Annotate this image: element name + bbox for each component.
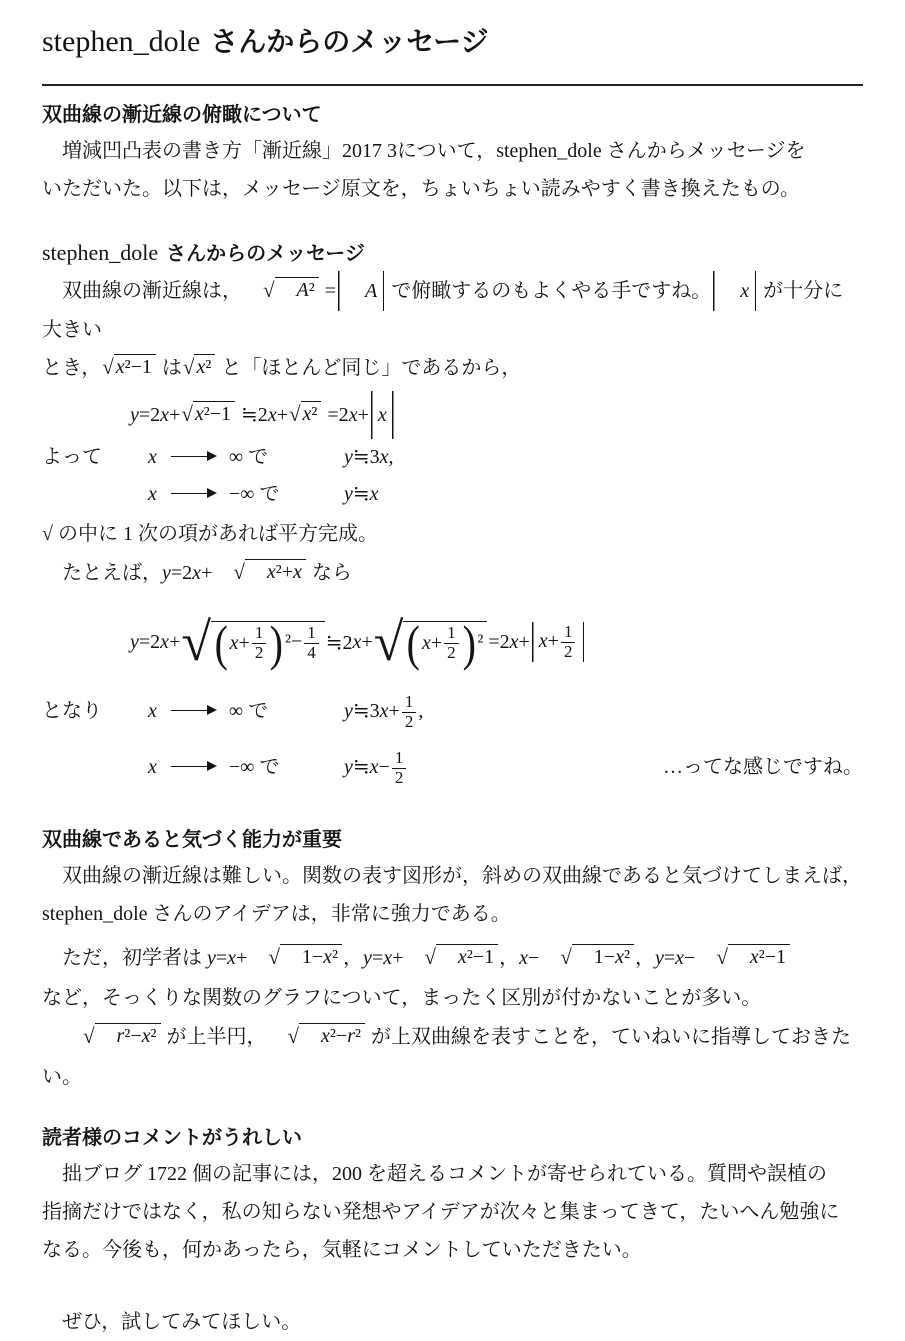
long-right-arrow-icon xyxy=(171,766,215,768)
radicand: ( x + $\frac{1}{2}$ ) ²− $\frac{1}{4}$ xyxy=(211,621,325,663)
sqrt-expression xyxy=(289,401,321,425)
fraction-numerator: 1 xyxy=(254,622,264,642)
relation-line xyxy=(42,743,863,791)
sqrt-expression xyxy=(102,354,156,378)
long-right-arrow-icon xyxy=(171,456,215,458)
open-paren: ( xyxy=(214,615,228,672)
aside-note: …ってな感じですね。 xyxy=(663,756,863,778)
radicand: r²−x² xyxy=(95,1023,161,1047)
math-variable: x xyxy=(196,356,206,378)
section-heading-comments: 読者様のコメントがうれしい xyxy=(42,1127,302,1149)
relation-line xyxy=(42,476,863,513)
open-paren: ( xyxy=(406,615,421,672)
text-line: とき， √ x²−1 は √ x² と「ほとんど同じ」であるから， xyxy=(42,355,522,379)
math-variable: x xyxy=(229,632,239,655)
math-variable: y xyxy=(130,630,139,653)
math-variable: x xyxy=(267,404,277,426)
sqrt-expression xyxy=(404,944,498,968)
radical-sign: √ xyxy=(287,1024,300,1048)
sqrt-expression xyxy=(213,559,306,583)
sqrt-note-line: √ の中に 1 次の項があれば平方完成。 xyxy=(42,523,378,545)
relation-line xyxy=(42,687,863,735)
fraction xyxy=(444,624,459,662)
math-variable: x xyxy=(369,756,379,778)
relation-arrow-part: x −∞ で xyxy=(148,483,280,505)
fraction xyxy=(252,624,267,662)
paragraph-ability-2 xyxy=(42,937,863,1097)
math-variable: y xyxy=(344,700,353,722)
text-line: stephen_dole さんのアイデアは，非常に強力である。 xyxy=(42,903,511,925)
math-variable: x xyxy=(227,947,237,969)
fraction-numerator: 1 xyxy=(404,692,414,712)
math-variable: x xyxy=(348,404,358,426)
math-variable: x xyxy=(266,561,276,583)
section-heading-jp: さんからのメッセージ xyxy=(166,243,365,265)
page-title xyxy=(42,24,863,60)
radicand: x²−1 xyxy=(436,944,498,968)
text-line: √ r²−x² が上半円， √ x²−r² が上双曲線を表すことを，ていねいに指導しておきたい。 xyxy=(42,1024,851,1088)
text-line: いただいた。以下は，メッセージ原文を，ちょいちょい読みやすく書き換えたもの。 xyxy=(42,178,800,200)
radicand: ( x + $\frac{1}{2}$ ) ² xyxy=(403,621,487,663)
section-heading-latin: stephen_dole xyxy=(42,240,159,265)
radicand: x²−1 xyxy=(193,401,235,425)
text-line: ただ，初学者は y=x+ √ 1−x² ，y=x+ √ x²−1 ，x− √ 1−x² ，y=x− √ x²−1 xyxy=(42,937,863,979)
relation-rhs: y≒3x, xyxy=(344,446,394,468)
text-line: 双曲線の漸近線は， √ A² = A で俯瞰するのもよくやる手ですね。 x が十分に大きい xyxy=(42,271,863,349)
fraction-numerator: 1 xyxy=(447,622,456,642)
text-line: 指摘だけではなく，私の知らない発想やアイデアが次々と集まってきて，たいへん勉強に xyxy=(42,1201,840,1223)
math-variable: x xyxy=(148,700,157,722)
radical-sign: √ xyxy=(83,1024,95,1048)
text-line: 双曲線の漸近線は難しい。関数の表す図形が，斜めの双曲線であると気づけてしまえば， xyxy=(62,865,862,887)
radical-sign: √ xyxy=(182,355,195,379)
radical-sign: √ xyxy=(263,278,275,302)
math-variable: x xyxy=(675,947,685,969)
math-variable: r xyxy=(347,1025,355,1047)
math-variable: y xyxy=(654,947,664,969)
radical-sign: √ xyxy=(424,945,436,969)
text-line: なる。今後も，何かあったら，気軽にコメントしていただきたい。 xyxy=(42,1239,642,1261)
fraction-numerator: 1 xyxy=(394,748,404,768)
math-variable: x xyxy=(379,446,389,468)
relation-arrow-part: x ∞ で xyxy=(148,700,269,722)
math-variable: A xyxy=(296,279,309,301)
math-variable: x xyxy=(519,947,528,969)
radical-sign: √ xyxy=(233,560,245,584)
radicand: x² xyxy=(194,354,215,378)
paragraph-intro xyxy=(42,132,863,208)
fraction xyxy=(392,749,407,787)
math-variable: y xyxy=(162,562,171,584)
fraction-denominator: 2 xyxy=(444,643,459,663)
math-variable: y xyxy=(130,404,139,426)
text-line: 拙ブログ 1722 個の記事には，200 を超えるコメントが寄せられている。質問や誤植の xyxy=(62,1163,827,1185)
math-variable: x xyxy=(160,404,170,426)
absolute-value xyxy=(338,271,384,311)
radicand: x²−1 xyxy=(728,944,790,968)
math-variable: r xyxy=(116,1025,125,1047)
fraction xyxy=(304,624,319,662)
math-variable: x xyxy=(377,404,387,426)
math-variable: A xyxy=(365,280,378,302)
sqrt-expression xyxy=(373,611,488,672)
fraction-numerator: 1 xyxy=(307,622,316,642)
page-title-latin: stephen_dole xyxy=(42,25,201,58)
math-variable: x xyxy=(160,630,170,653)
radicand: x²−r² xyxy=(299,1023,365,1047)
display-formula-2: y =2 x + √ ( x + $\frac{1}{2}$ ) ²− $\frac{1}{4}$ ≒2 x + √ ( x + $\frac{1}{2}$ ) ² =2 x + x+ $\frac{1}{2}$ xyxy=(130,605,863,679)
radicand: x² xyxy=(301,401,322,425)
long-right-arrow-icon xyxy=(171,493,215,495)
math-variable: x xyxy=(148,756,157,778)
radical-sign: √ xyxy=(268,945,280,969)
radicand: A² xyxy=(275,277,319,301)
sqrt-expression xyxy=(243,277,319,301)
math-variable: x xyxy=(352,630,362,653)
radical-sign: √ xyxy=(560,945,572,969)
page-title-jp: さんからのメッセージ xyxy=(210,26,489,57)
math-variable: x xyxy=(302,403,312,425)
paragraph-comments xyxy=(42,1155,863,1269)
fraction-numerator: 1 xyxy=(563,621,573,641)
sqrt-expression xyxy=(268,1023,366,1047)
absolute-value: x+ $\frac{1}{2}$ xyxy=(532,622,585,662)
fraction-denominator: 2 xyxy=(402,712,417,732)
math-variable: x xyxy=(383,947,393,969)
close-paren: ) xyxy=(269,615,284,672)
relation-rhs: y≒x xyxy=(344,483,379,505)
radicand: 1−x² xyxy=(280,944,342,968)
radical-sign: √ xyxy=(373,611,404,672)
math-variable: y xyxy=(344,756,353,778)
relation-lead: よって xyxy=(42,446,102,468)
relation-lead: となり xyxy=(42,700,102,722)
relation-rhs: y≒3x+ $\frac{1}{2}$ , xyxy=(344,692,424,731)
closing-line: ぜひ，試してみてほしい。 xyxy=(62,1311,302,1333)
sqrt-expression xyxy=(696,944,790,968)
long-right-arrow-icon xyxy=(171,710,215,712)
radical-sign: √ xyxy=(288,402,301,426)
radicand: 1−x² xyxy=(572,944,634,968)
relation-arrow-part: x ∞ で xyxy=(148,446,269,468)
close-paren: ) xyxy=(462,615,476,672)
fraction xyxy=(561,623,576,661)
math-variable: x xyxy=(115,356,125,378)
section-heading-overview: 双曲線の漸近線の俯瞰について xyxy=(42,104,322,126)
paren-group: ( x + $\frac{1}{2}$ ) xyxy=(214,615,284,672)
math-variable: x xyxy=(740,280,750,302)
math-variable: x xyxy=(749,946,759,968)
sqrt-expression xyxy=(183,354,215,378)
text-line: 増減凹凸表の書き方「漸近線」2017 3について，stephen_dole さんからメッセージを xyxy=(62,140,806,162)
sqrt-expression xyxy=(540,944,634,968)
math-variable: x xyxy=(293,561,302,583)
math-variable: y xyxy=(344,446,353,468)
math-variable: y xyxy=(344,483,353,505)
sqrt-expression xyxy=(181,611,324,672)
math-variable: x xyxy=(538,629,548,652)
fraction-denominator: 2 xyxy=(392,768,407,788)
math-variable: x xyxy=(148,483,157,505)
math-variable: x xyxy=(509,630,519,653)
radicand: x²−1 xyxy=(114,354,156,378)
fraction-denominator: 4 xyxy=(304,643,319,663)
fraction-denominator: 2 xyxy=(561,642,576,662)
radical-sign: √ xyxy=(181,402,193,426)
display-formula-1: y=2x+ √ x²−1 ≒2x+ √ x² =2x+ x xyxy=(130,391,863,439)
section-heading-ability: 双曲線であると気づく能力が重要 xyxy=(42,829,342,851)
math-variable: y xyxy=(363,947,372,969)
relation-line xyxy=(42,439,863,476)
math-variable: x xyxy=(615,946,624,968)
sqrt-expression xyxy=(63,1023,161,1047)
radical-sign: √ xyxy=(181,611,211,672)
math-variable: x xyxy=(148,446,157,468)
math-variable: x xyxy=(421,632,431,655)
relation-rhs: y≒x− $\frac{1}{2}$ xyxy=(344,743,408,791)
radical-sign: √ xyxy=(716,945,728,969)
paren-group: ( x + $\frac{1}{2}$ ) xyxy=(406,615,476,672)
section-heading-message xyxy=(42,240,863,267)
math-variable: x xyxy=(379,700,389,722)
absolute-value xyxy=(371,391,394,439)
math-variable: x xyxy=(323,946,333,968)
title-divider xyxy=(42,84,863,86)
radicand: x²+x xyxy=(245,559,306,583)
text-line: など，そっくりな関数のグラフについて，まったく区別が付かないことが多い。 xyxy=(42,987,762,1009)
math-variable: x xyxy=(457,946,467,968)
math-variable: x xyxy=(369,483,379,505)
sqrt-expression xyxy=(181,401,235,425)
radical-sign: √ xyxy=(102,355,114,379)
relation-arrow-part: x −∞ で xyxy=(148,756,280,778)
math-variable: x xyxy=(194,403,204,425)
paragraph-ability-1 xyxy=(42,857,863,933)
absolute-value xyxy=(713,271,756,311)
math-variable: y xyxy=(207,947,216,969)
fraction-denominator: 2 xyxy=(252,643,267,663)
example-line: たとえば，y=2x+ √ x²+x なら xyxy=(62,560,352,584)
math-variable: x xyxy=(192,562,202,584)
math-variable: x xyxy=(321,1025,330,1047)
paragraph-message xyxy=(42,271,863,387)
sqrt-expression xyxy=(248,944,342,968)
math-variable: x xyxy=(141,1025,151,1047)
fraction xyxy=(402,693,417,731)
